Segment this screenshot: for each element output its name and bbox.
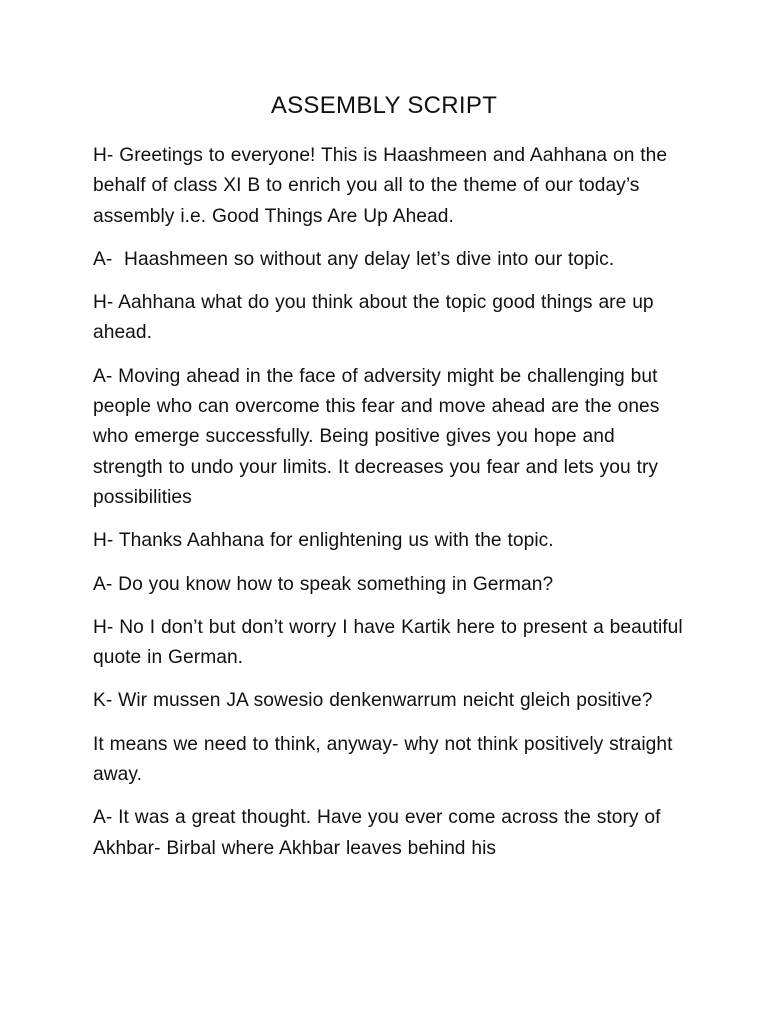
script-line-5: H- Thanks Aahhana for enlightening us with the topic. <box>93 530 554 552</box>
script-line-8: K- Wir mussen JA sowesio denkenwarrum neicht gleich positive? <box>93 690 653 712</box>
script-line-10: A- It was a great thought. Have you ever come across the story of Akhbar- Birbal where Akhbar leaves behind his <box>93 807 661 859</box>
script-line-3: H- Aahhana what do you think about the topic good things are up ahead. <box>93 292 654 344</box>
script-line-7: H- No I don’t but don’t worry I have Kartik here to present a beautiful quote in German. <box>93 616 683 669</box>
script-line-2: A- Haashmeen so without any delay let’s dive into our topic. <box>93 248 615 270</box>
script-line-6: A- Do you know how to speak something in German? <box>93 573 554 595</box>
script-line-4: A- Moving ahead in the face of adversity might be challenging but people who can overcome this fear and move ahead are the ones who emerge successfully. Being positive gives you hope and strength to undo your limits. It decreases you fear and lets you try possibilities <box>93 365 660 508</box>
script-line-1: H- Greetings to everyone! This is Haashmeen and Aahhana on the behalf of class XI B to enrich you all to the theme of our today’s assembly i.e. Good Things Are Up Ahead. <box>93 145 668 227</box>
script-line-9: It means we need to think, anyway- why not think positively straight away. <box>93 733 673 786</box>
script-body <box>93 141 683 877</box>
page-title: ASSEMBLY SCRIPT <box>270 92 498 119</box>
